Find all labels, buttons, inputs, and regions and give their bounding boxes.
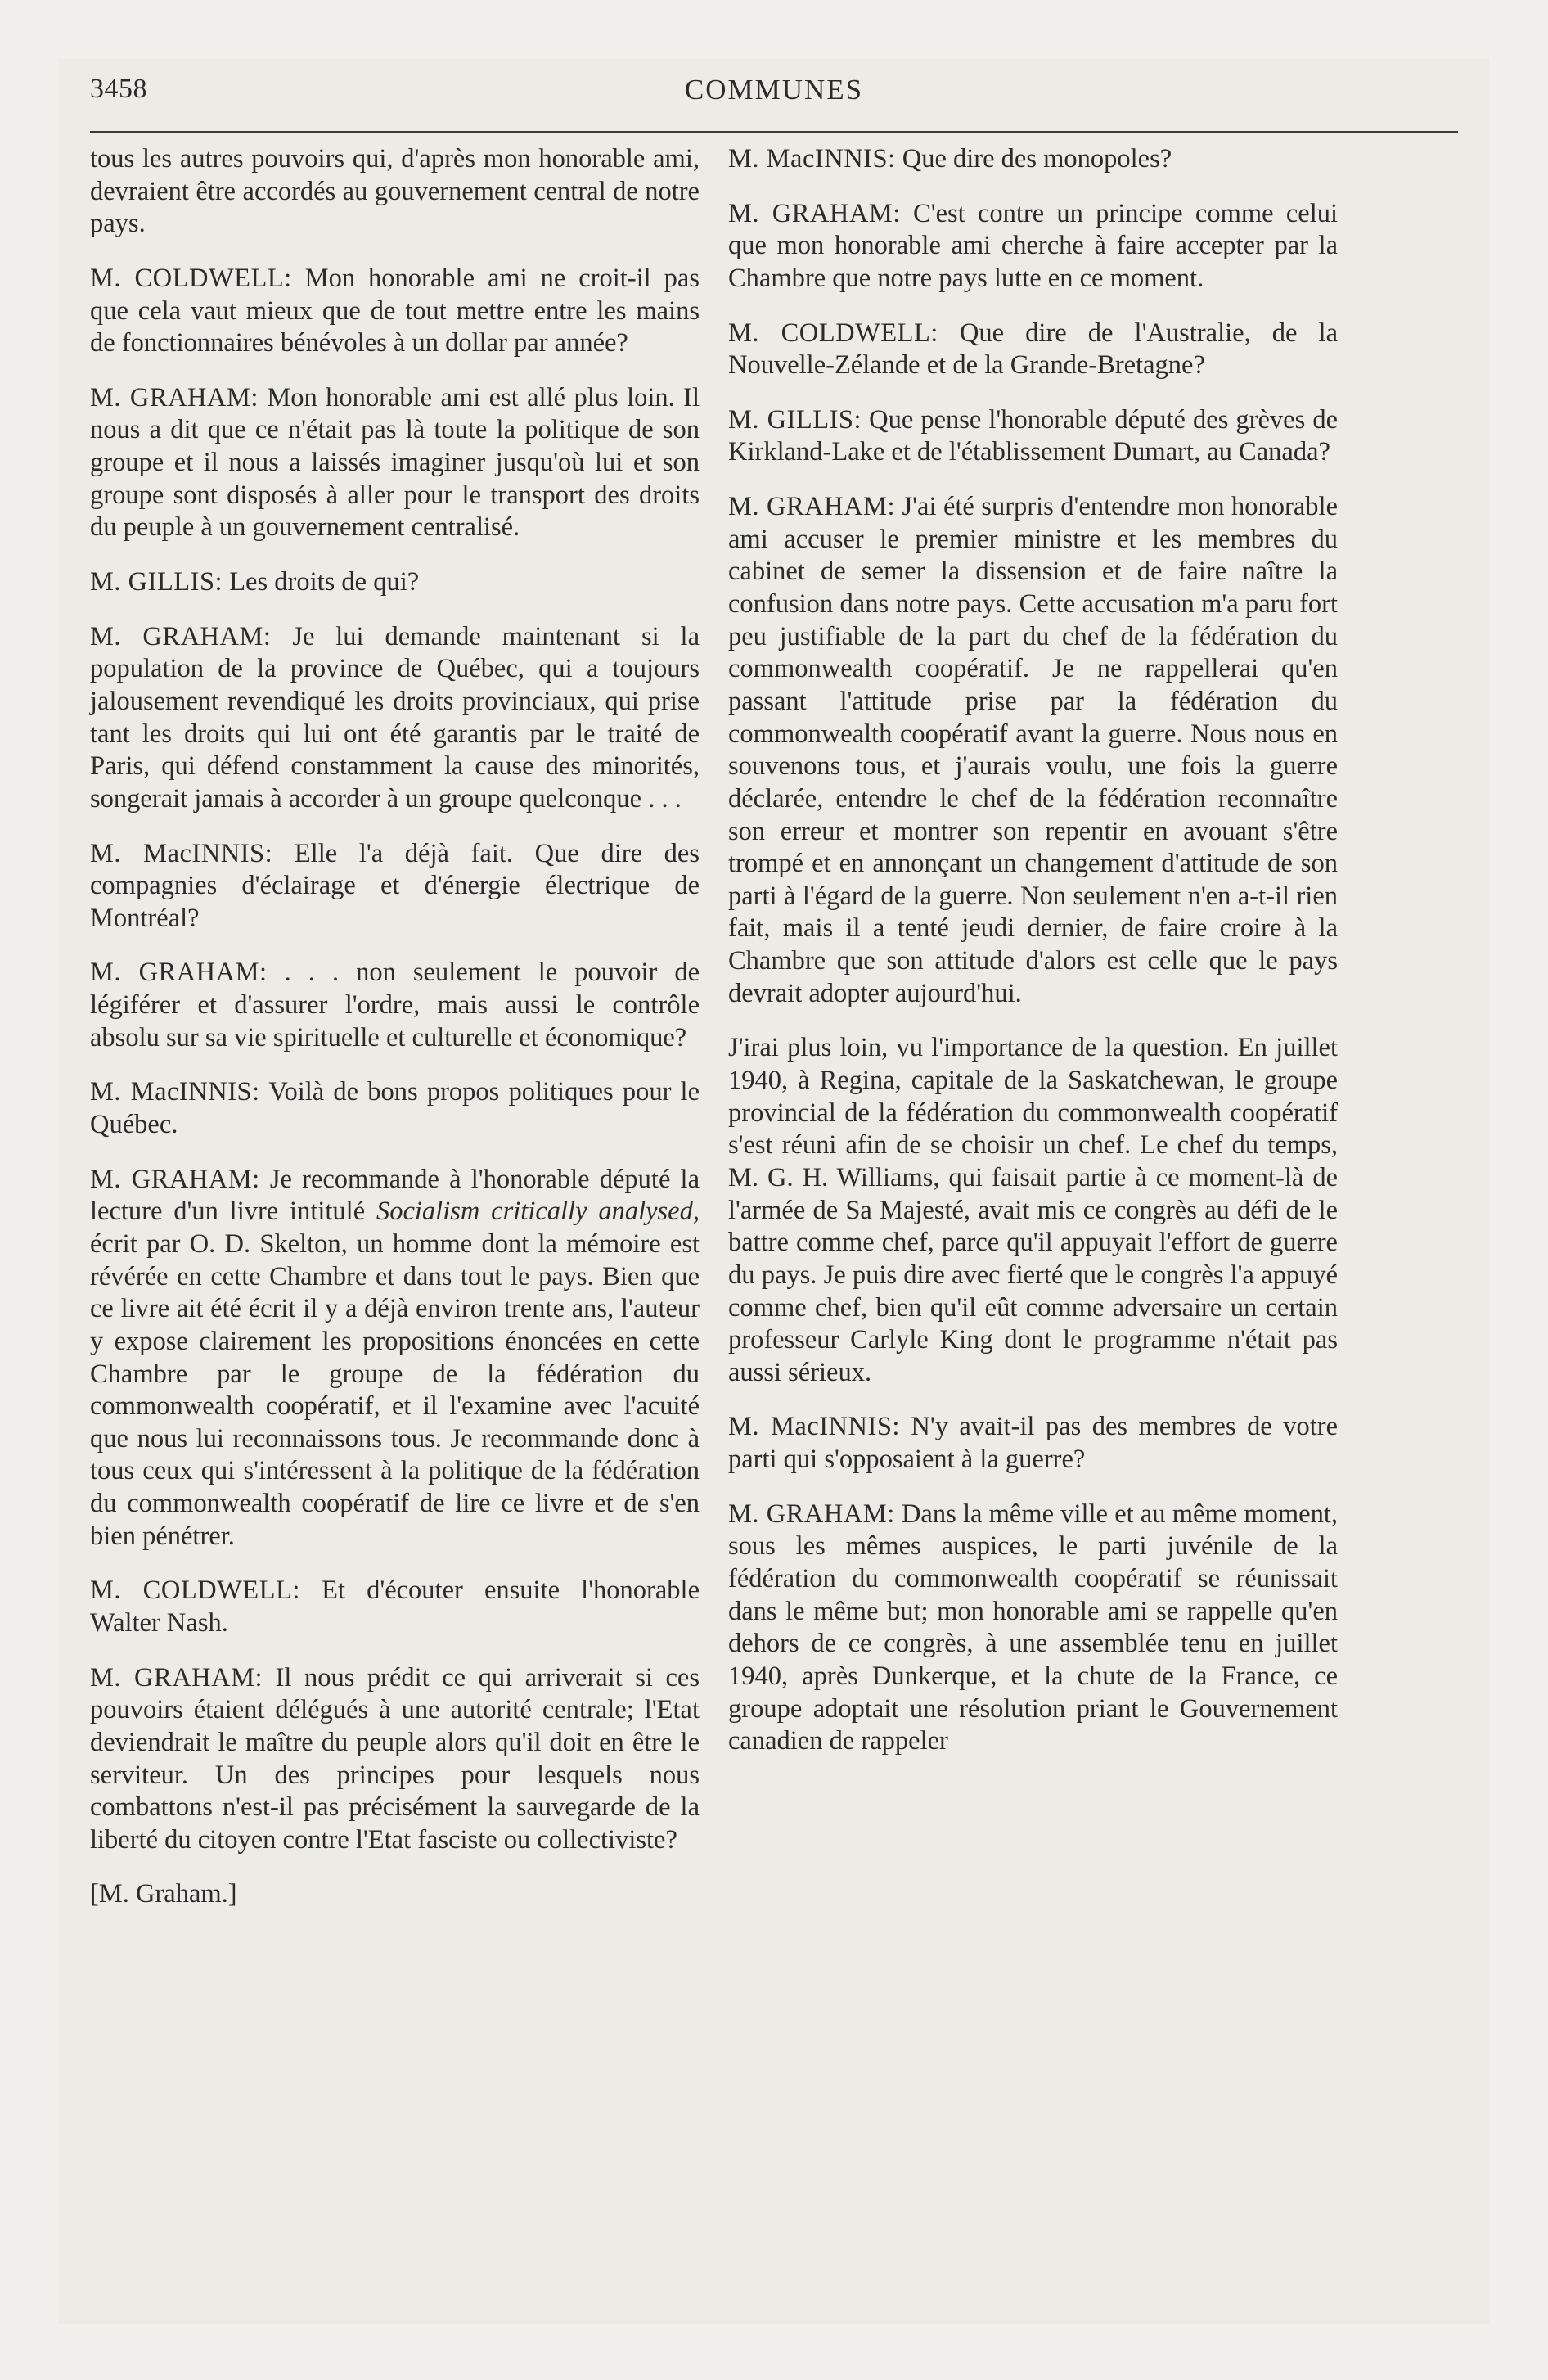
left-column	[90, 143, 700, 1933]
speaker-name: M. MacINNIS:	[90, 1077, 260, 1107]
speaker-name: M. GRAHAM:	[728, 492, 896, 522]
speaker-name: M. GILLIS:	[728, 404, 862, 435]
paragraph: tous les autres pouvoirs qui, d'après mon honorable ami, devraient être accordés au gouvernement central de notre pays.	[90, 144, 700, 239]
paragraph: M. MacINNIS: Elle l'a déjà fait. Que dire des compagnies d'éclairage et d'énergie électrique de Montréal?	[90, 838, 700, 933]
paragraph: M. GILLIS: Les droits de qui?	[90, 567, 420, 597]
paragraph: M. MacINNIS: Que dire des monopoles?	[728, 144, 1172, 174]
speaker-name: M. GRAHAM:	[90, 1662, 263, 1693]
page-number: 3458	[90, 74, 147, 104]
paragraph: J'irai plus loin, vu l'importance de la question. En juillet 1940, à Regina, capitale de la Saskatchewan, le groupe provincial de la fédération du commonwealth coopératif s'est réuni afin de se choisir un chef. Le chef du temps, M. G. H. Williams, qui faisait partie à ce moment-là de l'armée de Sa Majesté, avait mis ce congrès au défi de le battre comme chef, parce qu'il appuyait l'effort de guerre du pays. Je puis dire avec fierté que le congrès l'a appuyé comme chef, bien qu'il eût comme adversaire un certain professeur Carlyle King dont le programme n'était pas aussi sérieux.	[728, 1033, 1338, 1387]
speaker-name: M. GRAHAM:	[90, 621, 272, 651]
paragraph: M. MacINNIS: Voilà de bons propos politiques pour le Québec.	[90, 1077, 700, 1140]
paragraph: M. GRAHAM: Je recommande à l'honorable député la lecture d'un livre intitulé Socialism critically analysed, écrit par O. D. Skelton, un homme dont la mémoire est révérée en cette Chambre et dans tout le pays. Bien que ce livre ait été écrit il y a déjà environ trente ans, l'auteur y expose clairement les propositions énoncées en cette Chambre par le groupe de la fédération du commonwealth coopératif, et il l'examine avec l'acuité que nous lui reconnaissons tous. Je recommande donc à tous ceux qui s'intéressent à la politique de la fédération du commonwealth coopératif de lire ce livre et de s'en bien pénétrer.	[90, 1164, 700, 1551]
speaker-name: M. GILLIS:	[90, 567, 223, 597]
speaker-signature: [M. Graham.]	[90, 1879, 237, 1909]
speaker-name: M. COLDWELL:	[728, 318, 938, 348]
header-rule	[90, 131, 1458, 133]
paragraph: M. GILLIS: Que pense l'honorable député des grèves de Kirkland-Lake et de l'établissement Dumart, au Canada?	[728, 404, 1338, 467]
speaker-name: M. MacINNIS:	[728, 144, 896, 174]
speaker-name: M. COLDWELL:	[90, 1575, 300, 1606]
speaker-name: M. COLDWELL:	[90, 263, 292, 293]
paragraph: M. GRAHAM: Il nous prédit ce qui arriverait si ces pouvoirs étaient délégués à une autorité centrale; l'Etat deviendrait le maître du peuple alors qu'il doit en être le serviteur. Un des principes pour lesquels nous combattons n'est-il pas précisément la sauvegarde de la liberté du citoyen contre l'Etat fasciste ou collectiviste?	[90, 1662, 700, 1855]
speaker-name: M. GRAHAM:	[90, 958, 268, 988]
paragraph: M. GRAHAM: Mon honorable ami est allé plus loin. Il nous a dit que ce n'était pas là toute la politique de son groupe et il nous a laissés imaginer jusqu'où lui et son groupe sont disposés à aller pour le transport des droits du peuple à un gouvernement centralisé.	[90, 382, 700, 543]
speaker-name: M. GRAHAM:	[728, 198, 901, 228]
paragraph: M. GRAHAM: Dans la même ville et au même moment, sous les mêmes auspices, le parti juvénile de la fédération du commonwealth coopératif se réunissait dans le même but; mon honorable ami se rappelle qu'en dehors de ce congrès, à une assemblée tenu en juillet 1940, après Dunkerque, et la chute de la France, ce groupe adoptait une résolution priant le Gouvernement canadien de rappeler	[728, 1499, 1338, 1756]
paragraph: M. GRAHAM: C'est contre un principe comme celui que mon honorable ami cherche à faire accepter par la Chambre que notre pays lutte en ce moment.	[728, 198, 1339, 293]
page-header	[90, 74, 1458, 106]
paragraph: M. COLDWELL: Que dire de l'Australie, de la Nouvelle-Zélande et de la Grande-Bretagne?	[728, 318, 1338, 381]
paragraph: M. MacINNIS: N'y avait-il pas des membres de votre parti qui s'opposaient à la guerre?	[728, 1412, 1338, 1475]
paragraph: M. COLDWELL: Et d'écouter ensuite l'honorable Walter Nash.	[90, 1575, 700, 1638]
right-column	[728, 143, 1338, 1780]
speaker-name: M. GRAHAM:	[90, 382, 259, 412]
paragraph: M. GRAHAM: J'ai été surpris d'entendre mon honorable ami accuser le premier ministre et les membres du cabinet de semer la dissension et de faire naître la confusion dans notre pays. Cette accusation m'a paru fort peu justifiable de la part du chef de la fédération du commonwealth coopératif. Je ne rappellerai qu'en passant l'attitude prise par la fédération du commonwealth coopératif avant la guerre. Nous nous en souvenons tous, et j'aurais voulu, une fois la guerre déclarée, entendre le chef de la fédération reconnaître son erreur et montrer son repentir en avouant s'être trompé et en annonçant un changement d'attitude de son parti à l'égard de la guerre. Non seulement n'en a-t-il rien fait, mais il a tenté jeudi dernier, de faire croire à la Chambre que son attitude d'alors est celle que le pays devrait adopter aujourd'hui.	[728, 492, 1339, 1008]
book-title: Socialism critically analysed,	[376, 1197, 700, 1227]
running-head: COMMUNES	[684, 74, 864, 106]
paragraph: M. GRAHAM: . . . non seulement le pouvoir de légiférer et d'assurer l'ordre, mais aussi le contrôle absolu sur sa vie spirituelle et culturelle et économique?	[90, 958, 700, 1053]
speaker-name: M. GRAHAM:	[728, 1499, 895, 1529]
speaker-name: M. MacINNIS:	[728, 1412, 900, 1442]
speaker-name: M. MacINNIS:	[90, 838, 273, 868]
speaker-name: M. GRAHAM:	[90, 1164, 260, 1194]
paragraph: M. GRAHAM: Je lui demande maintenant si la population de la province de Québec, qui a toujours jalousement revendiqué les droits provinciaux, qui prise tant les droits qui lui ont été garantis par le traité de Paris, qui défend constamment la cause des minorités, songerait jamais à accorder à un groupe quelconque . . .	[90, 621, 700, 814]
paragraph: M. COLDWELL: Mon honorable ami ne croit-il pas que cela vaut mieux que de tout mettre entre les mains de fonctionnaires bénévoles à un dollar par année?	[90, 263, 700, 358]
